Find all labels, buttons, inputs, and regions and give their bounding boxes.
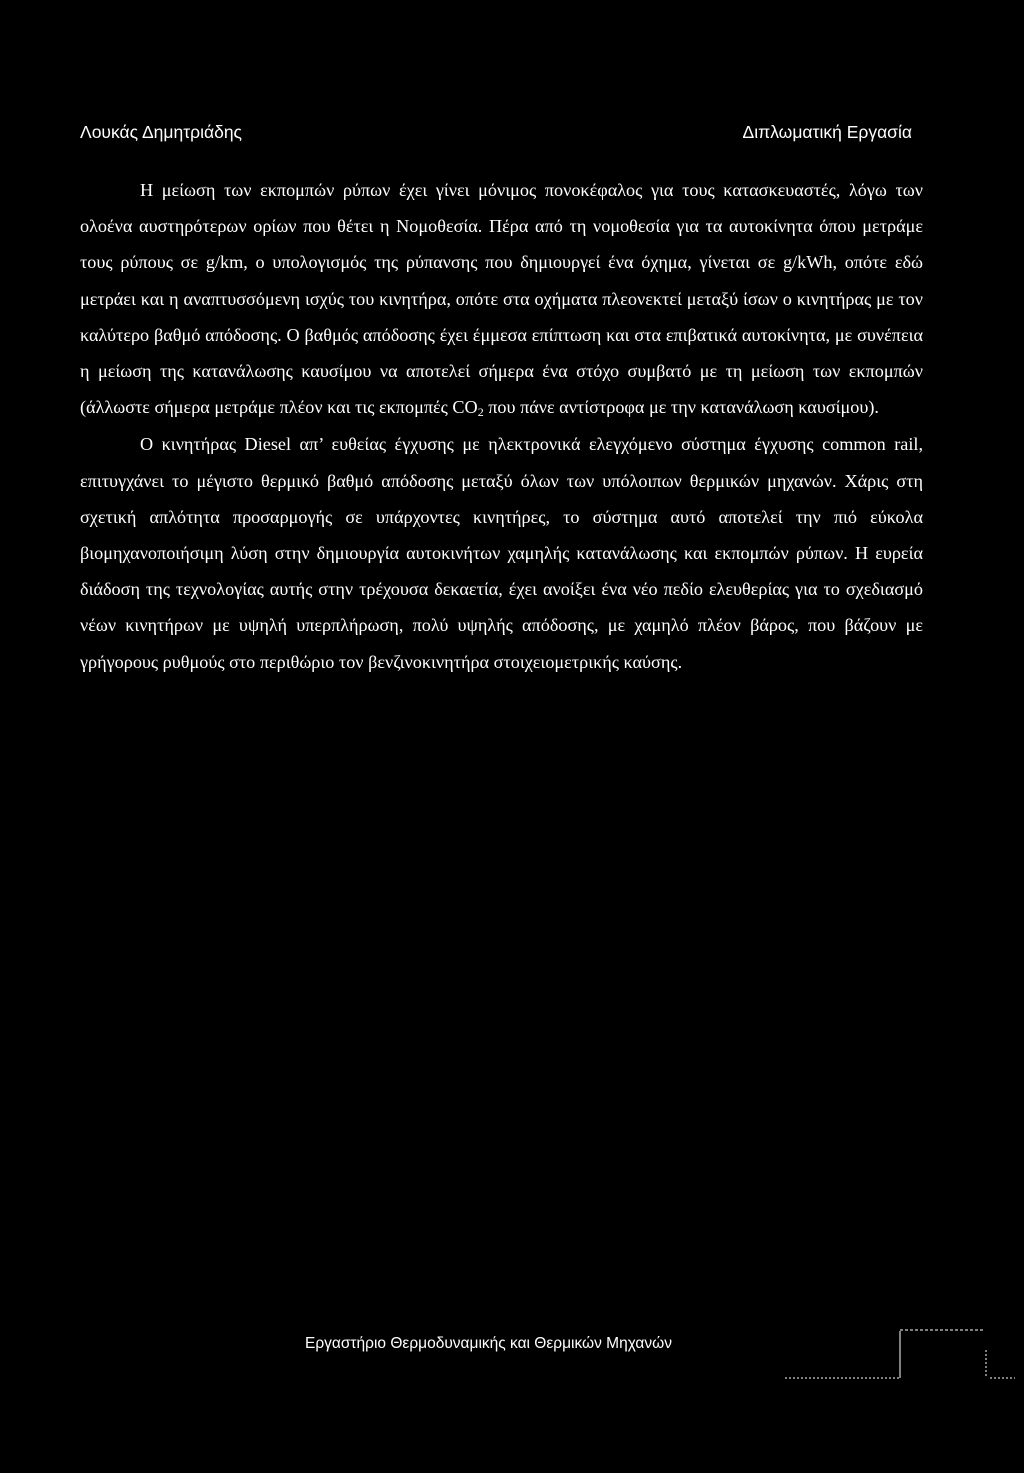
body-text (80, 172, 923, 680)
header-document-type: Διπλωματική Εργασία (742, 122, 912, 142)
page-footer: Εργαστήριο Θερμοδυναμικής και Θερμικών Μηχανών (305, 1335, 672, 1352)
paragraph-emissions (80, 172, 923, 425)
paragraph-diesel: Ο κινητήρας Diesel απ’ ευθείας έγχυσης με ηλεκτρονικά ελεγχόμενο σύστημα έγχυσης common rail, επιτυγχάνει το μέγιστο θερμικό βαθμό απόδοσης μεταξύ όλων των υπόλοιπων θερμικών μηχανών. Χάρις στη σχετική απλότητα προσαρμογής σε υπάρχοντες κινητήρες, το σύστημα αυτό αποτελεί την πιό εύκολα βιομηχανοποιήσιμη λύση στην δημιουργία αυτοκινήτων χαμηλής κατανάλωσης και εκπομπών ρύπων. Η ευρεία διάδοση της τεχνολογίας αυτής στην τρέχουσα δεκαετία, έχει ανοίξει ένα νέο πεδίο ελευθερίας για το σχεδιασμό νέων κινητήρων με υψηλή υπερπλήρωση, πολύ υψηλής απόδοσης, με χαμηλό πλέον βάρος, που βάζουν με γρήγορους ρυθμούς στο περιθώριο τον βενζινοκινητήρα στοιχειομετρικής καύσης. (80, 434, 923, 672)
paragraph-emissions-tail: που πάνε αντίστροφα με την κατανάλωση καυσίμου). (483, 397, 879, 418)
paragraph-emissions-text: Η μείωση των εκπομπών ρύπων έχει γίνει μόνιμος πονοκέφαλος για τους κατασκευαστές, λόγω των ολοένα αυστηρότερων ορίων που θέτει η Νομοθεσία. Πέρα από τη νομοθεσία για τα αυτοκίνητα όπου μετράμε τους ρύπους σε g/km, ο υπολογισμός της ρύπανσης που δημιουργεί ένα όχημα, γίνεται σε g/kWh, οπότε εδώ μετράει και η αναπτυσσόμενη ισχύς του κινητήρα, οπότε στα οχήματα πλεονεκτεί μεταξύ ίσων ο κινητήρας με τον καλύτερο βαθμό απόδοσης. Ο βαθμός απόδοσης έχει έμμεσα επίπτωση και στα επιβατικά αυτοκίνητα, με συνέπεια η μείωση της κατανάλωσης καυσίμου να αποτελεί σήμερα ένα στόχο συμβατό με τη μείωση των εκπομπών (άλλωστε σήμερα μετράμε πλέον και τις εκπομπές CO (80, 180, 923, 418)
page-header (80, 122, 912, 152)
header-author: Λουκάς Δημητριάδης (80, 122, 242, 142)
co2-subscript: 2 (477, 405, 484, 420)
